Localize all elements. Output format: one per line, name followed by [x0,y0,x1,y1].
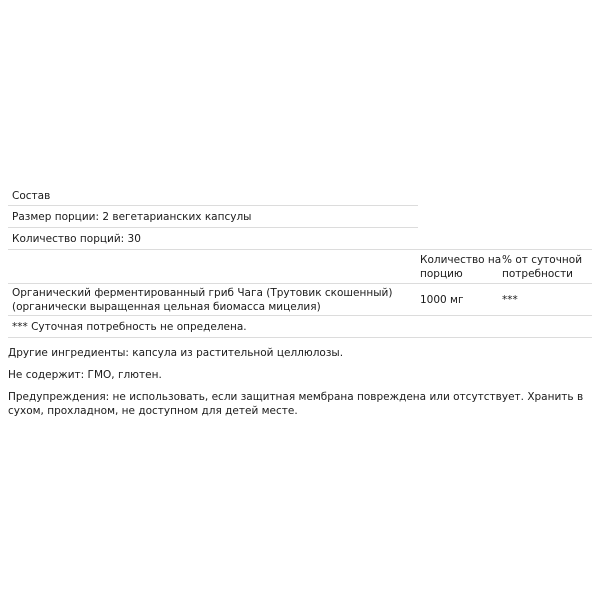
column-header-row [8,250,592,284]
serving-size: Размер порции: 2 вегетарианских капсулы [12,211,252,223]
amount-per-serving-header: Количество на порцию [420,254,502,280]
ingredient-name: Органический ферментированный гриб Чага (Трутовик скошенный) (органически выращенная цельная биомасса мицелия) [12,287,393,313]
warnings: Предупреждения: не использовать, если защитная мембрана повреждена или отсутствует. Хранить в сухом, прохладном, не доступном для детей месте. [8,391,584,417]
servings-per-container-row [8,228,592,250]
footnote-row [8,316,592,338]
serving-size-row [8,206,418,228]
facts-header: Состав [12,190,51,202]
servings-per-container: Количество порций: 30 [12,233,141,245]
daily-value-header: % от суточной потребности [502,254,583,280]
other-ingredients: Другие ингредиенты: капсула из растительной целлюлозы. [8,347,344,359]
footnote: *** Суточная потребность не определена. [12,321,247,333]
ingredient-row [8,284,592,316]
ingredient-daily-value: *** [502,294,518,306]
free-of: Не содержит: ГМО, глютен. [8,369,162,381]
ingredient-amount: 1000 мг [420,294,464,306]
facts-header-row [8,184,418,206]
